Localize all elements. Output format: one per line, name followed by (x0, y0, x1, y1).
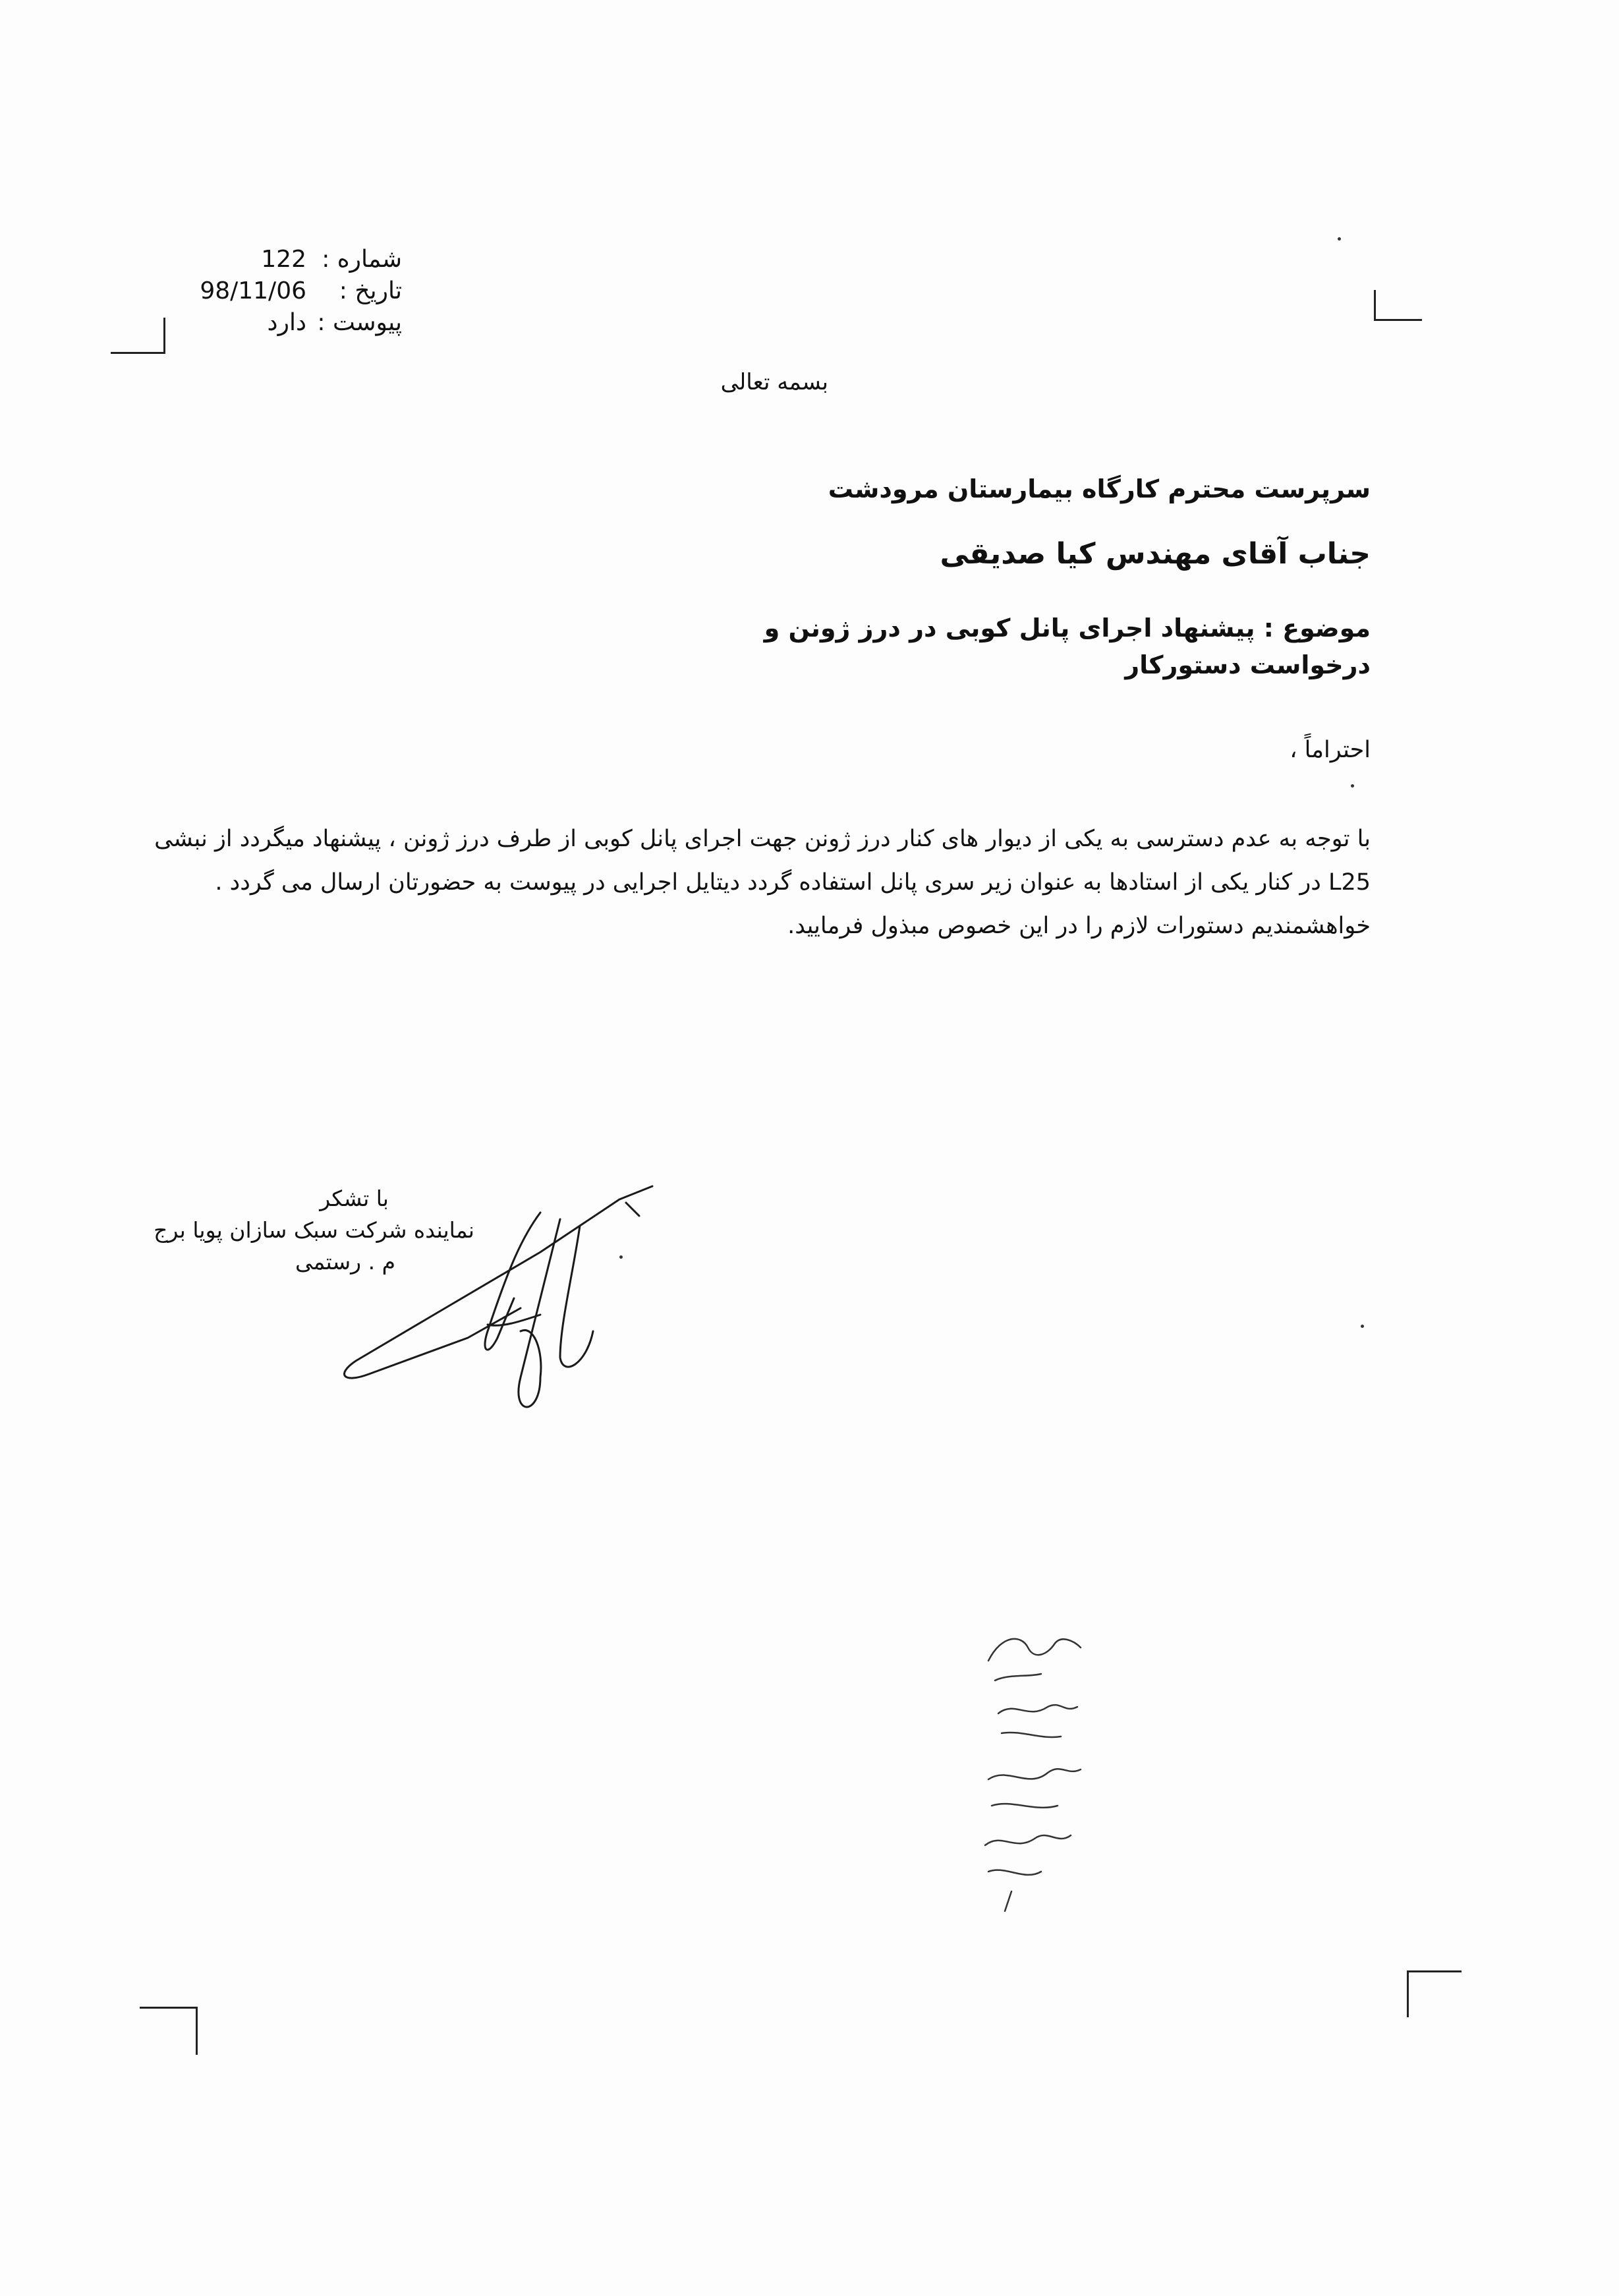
corner-mark-top-left (111, 318, 165, 354)
recipient-line-1: سرپرست محترم کارگاه بیمارستان مرودشت (828, 474, 1371, 503)
bismillah-heading: بسمه تعالی (720, 369, 828, 395)
meta-attachment-value: دارد (267, 309, 306, 336)
speck (1338, 237, 1341, 241)
speck (1351, 784, 1354, 788)
speck (1361, 1325, 1364, 1328)
closing-thanks: با تشکر (320, 1186, 389, 1211)
closing-representative: نماینده شرکت سبک سازان پویا برج (154, 1217, 474, 1243)
subject-line: موضوع : پیشنهاد اجرای پانل کوبی در درز ژونن و درخواست دستورکار (764, 614, 1371, 679)
body-paragraph-line-3: خواهشمندیم دستورات لازم را در این خصوص مبذول فرمایید. (787, 913, 1371, 939)
corner-mark-bottom-left (140, 2007, 198, 2055)
body-paragraph (152, 817, 1371, 948)
corner-mark-bottom-right (1407, 1970, 1462, 2017)
corner-mark-top-right (1374, 290, 1422, 321)
body-paragraph-line-2: L25 در کنار یکی از استادها به عنوان زیر سری پانل استفاده گردد دیتایل اجرایی در پیوست به حضورتان ارسال می گردد . (215, 869, 1371, 896)
signature-graphic (323, 1180, 666, 1443)
letter-meta (185, 245, 402, 344)
meta-date-value: 98/11/06 (200, 277, 306, 304)
greeting: احتراماً ، (1290, 737, 1371, 763)
meta-number-row (185, 245, 402, 274)
meta-attachment-label: پیوست : (317, 309, 402, 336)
meta-number-value: 122 (261, 246, 306, 273)
meta-date-label: تاریخ : (339, 277, 402, 304)
speck (619, 1255, 623, 1259)
recipient-line-2: جناب آقای مهندس کیا صدیقی (940, 537, 1371, 571)
closing-name: م . رستمی (295, 1249, 395, 1275)
meta-attachment-row (185, 308, 402, 337)
body-paragraph-line-1: با توجه به عدم دسترسی به یکی از دیوار های کنار درز ژونن جهت اجرای پانل کوبی از طرف درز ژونن ، پیشنهاد میگردد از نبشی (154, 826, 1371, 852)
meta-number-label: شماره : (322, 246, 402, 273)
meta-date-row (185, 277, 402, 306)
handwritten-note-graphic (949, 1608, 1120, 1924)
